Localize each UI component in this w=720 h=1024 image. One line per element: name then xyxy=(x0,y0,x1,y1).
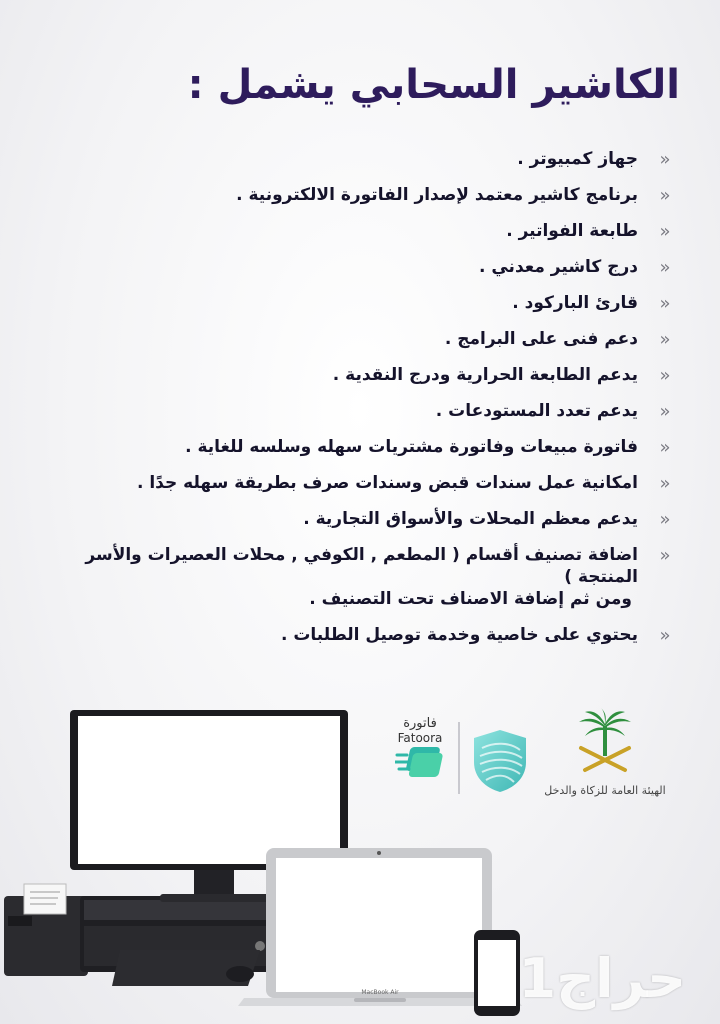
double-chevron-icon: « xyxy=(659,257,671,278)
double-chevron-icon: « xyxy=(659,625,671,646)
list-item: « امكانية عمل سندات قبض وسندات صرف بطريقة سهله جدًا . xyxy=(40,472,680,494)
list-item: « قارئ الباركود . xyxy=(40,292,680,314)
zatca-name: الهيئة العامة للزكاة والدخل xyxy=(544,784,666,797)
double-chevron-icon: « xyxy=(659,401,671,422)
laptop-label: MacBook Air xyxy=(361,989,399,996)
list-item: « يدعم معظم المحلات والأسواق التجارية . xyxy=(40,508,680,530)
fatoora-arabic: فاتورة xyxy=(403,716,437,731)
list-item: « يدعم الطابعة الحرارية ودرج النقدية . xyxy=(40,364,680,386)
double-chevron-icon: « xyxy=(659,149,671,170)
double-chevron-icon: « xyxy=(659,365,671,386)
list-item: « برنامج كاشير معتمد لإصدار الفاتورة الالكترونية . xyxy=(40,184,680,206)
double-chevron-icon: « xyxy=(659,293,671,314)
list-item: « دعم فنى على البرامج . xyxy=(40,328,680,350)
double-chevron-icon: « xyxy=(659,545,671,566)
list-item: « يحتوي على خاصية وخدمة توصيل الطلبات . xyxy=(40,624,680,646)
list-item: « اضافة تصنيف أقسام ( المطعم , الكوفي , محلات العصيرات والأسر المنتجة ) ومن ثم إضافة الاصناف تحت التصنيف . xyxy=(40,544,680,610)
list-item: « جهاز كمبيوتر . xyxy=(40,148,680,170)
phone xyxy=(474,930,520,1016)
feature-list xyxy=(40,148,680,660)
double-chevron-icon: « xyxy=(659,329,671,350)
keyboard xyxy=(112,950,260,986)
double-chevron-icon: « xyxy=(659,473,671,494)
list-item: « طابعة الفواتير . xyxy=(40,220,680,242)
watermark: حراج1 xyxy=(518,947,686,1010)
double-chevron-icon: « xyxy=(659,221,671,242)
list-item: « فاتورة مبيعات وفاتورة مشتريات سهله وسلسه للغاية . xyxy=(40,436,680,458)
list-item: « يدعم تعدد المستودعات . xyxy=(40,400,680,422)
page-title: الكاشير السحابي يشمل : xyxy=(187,62,680,108)
fatoora-english: Fatoora xyxy=(397,731,443,745)
double-chevron-icon: « xyxy=(659,437,671,458)
list-item: « درج كاشير معدني . xyxy=(40,256,680,278)
double-chevron-icon: « xyxy=(659,185,671,206)
double-chevron-icon: « xyxy=(659,509,671,530)
receipt-printer xyxy=(4,884,88,976)
